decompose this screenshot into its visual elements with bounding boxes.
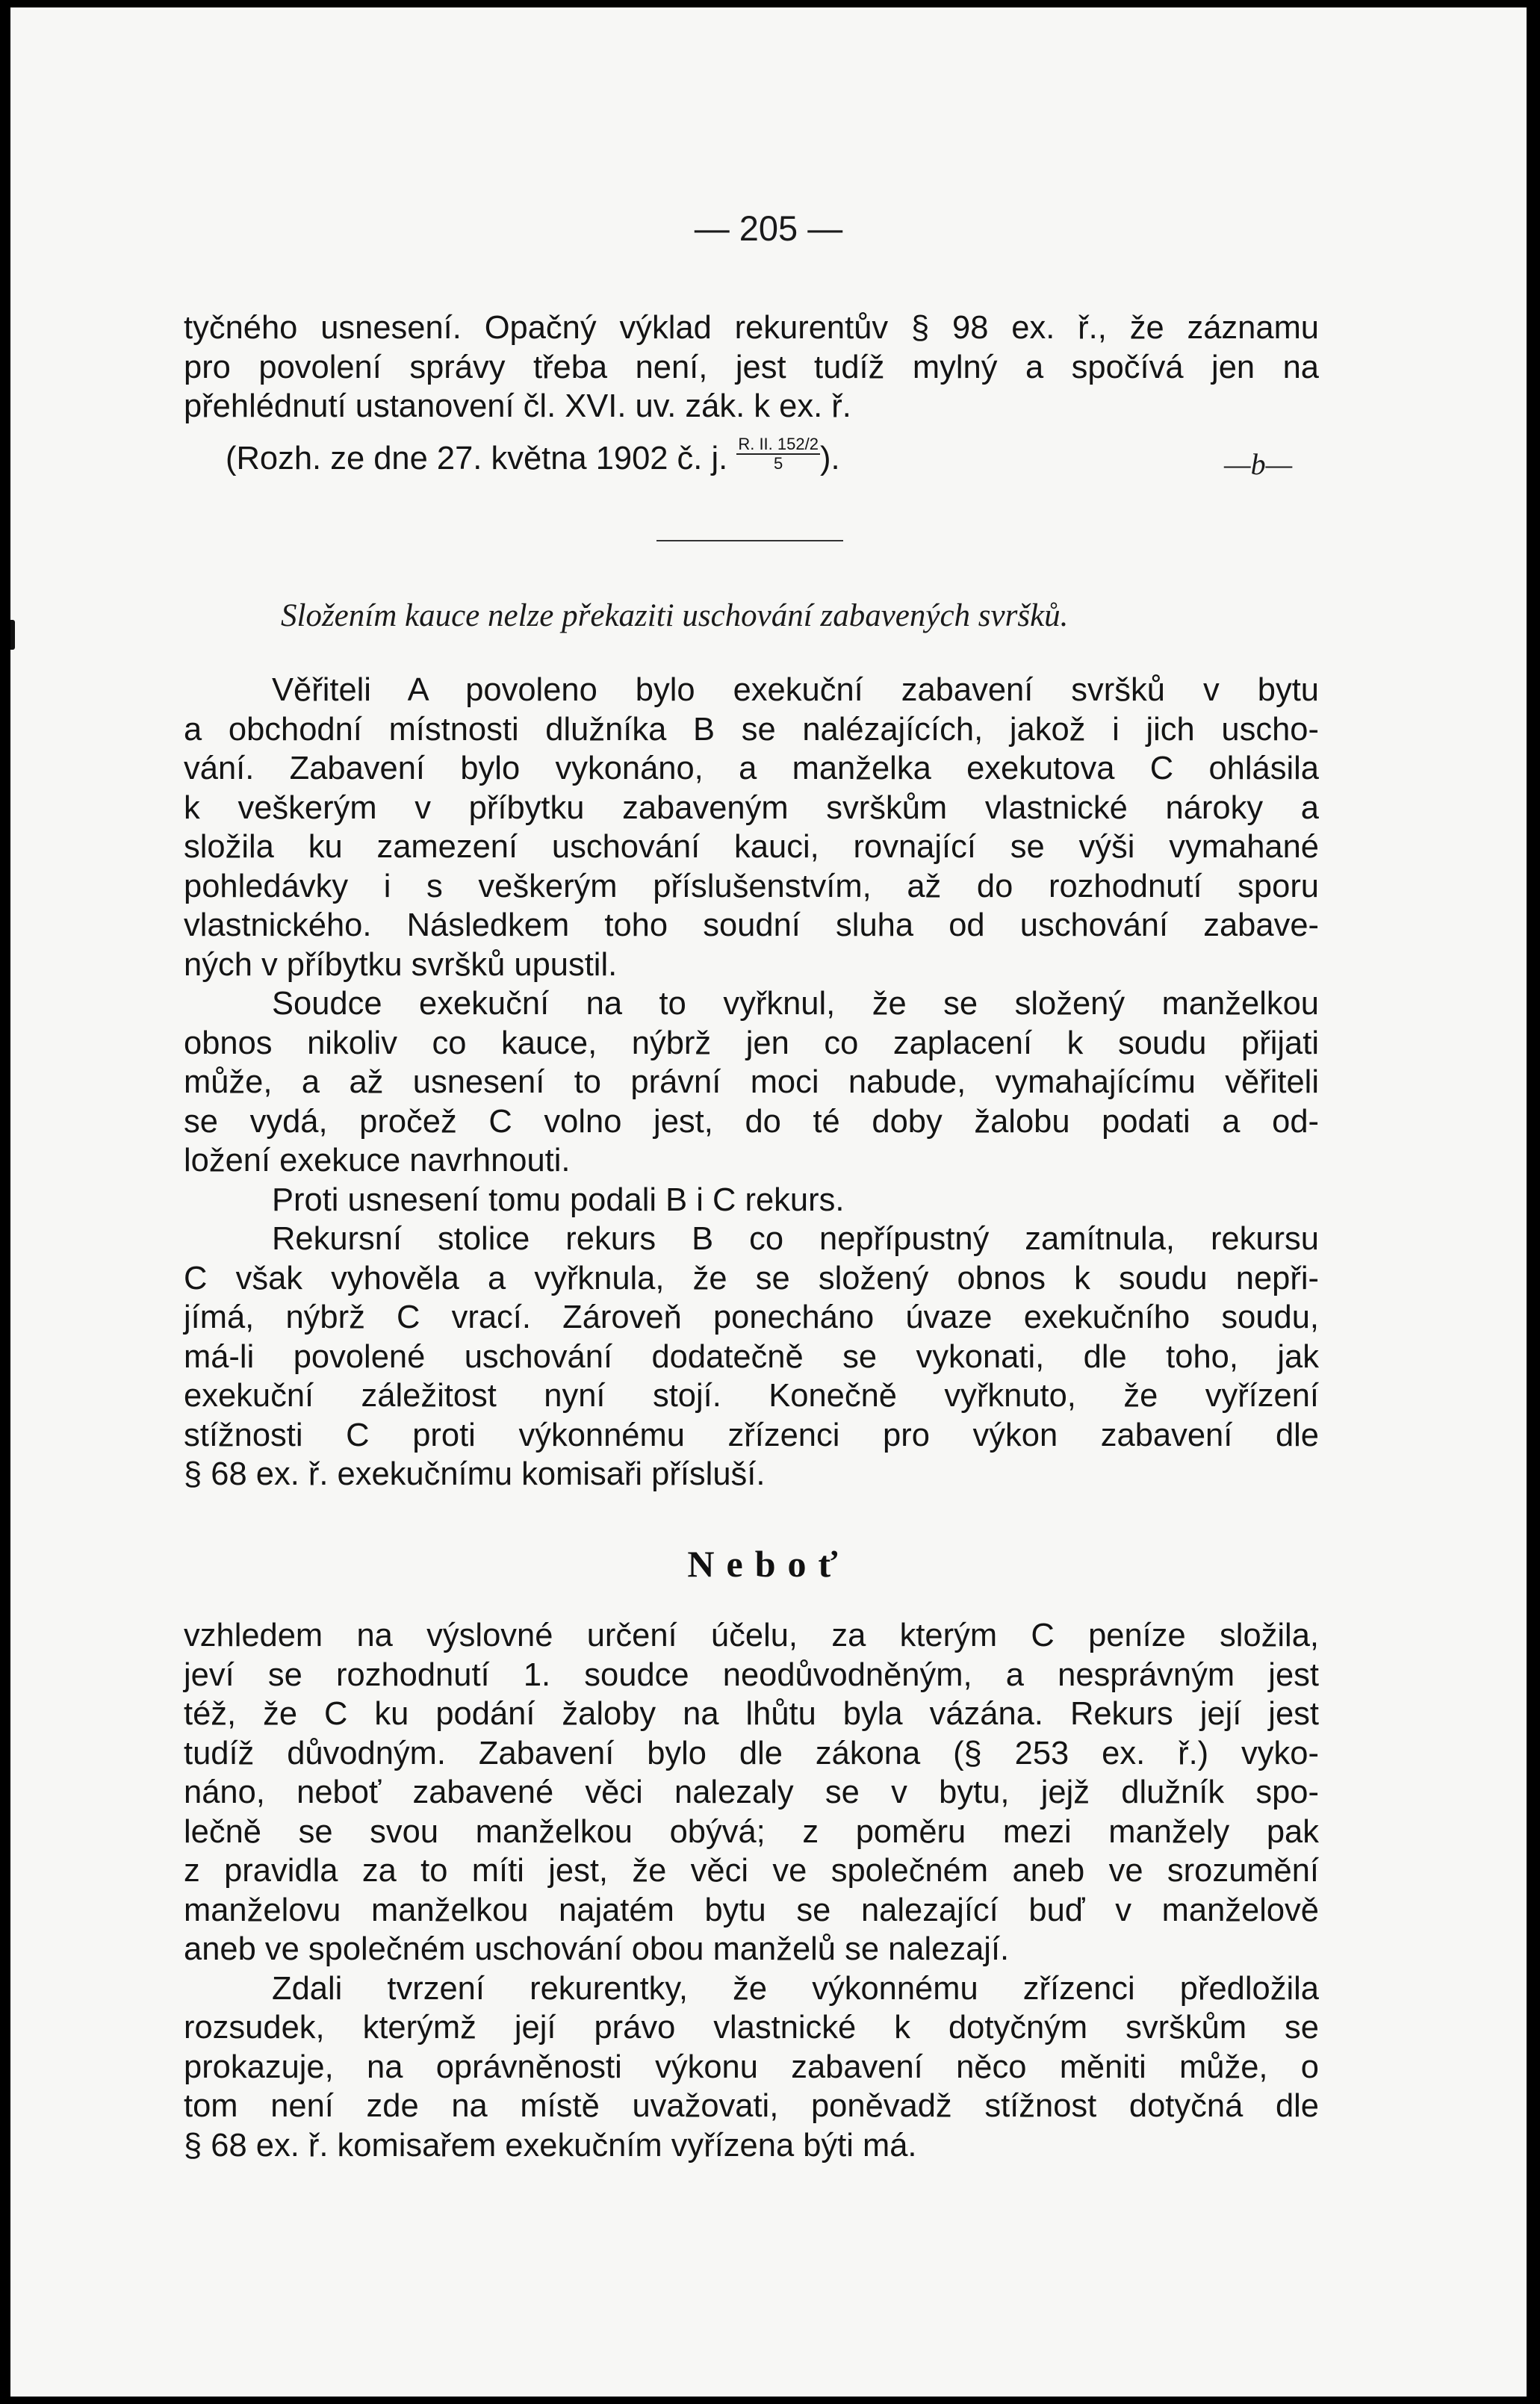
text-line: rozsudek, kterýmž její právo vlastnické k dotyčným svrškům se — [184, 2010, 1319, 2046]
text-line: aneb ve společném uschování obou manželů se nalezají. — [184, 1931, 1010, 1967]
paragraph — [184, 1616, 1319, 1969]
text-line: může, a až usnesení to právní moci nabude, vymahajícímu věřiteli — [184, 1064, 1319, 1100]
text-line: též, že C ku podání žaloby na lhůtu byla vázána. Rekurs její jest — [184, 1696, 1319, 1732]
text-line: složila ku zamezení uschování kauci, rovnající se výši vymahané — [184, 829, 1319, 865]
citation-prefix: (Rozh. ze dne 27. května 1902 č. j. — [226, 441, 728, 476]
text-line: manželovu manželkou najatém bytu se nalezající buď v manželově — [184, 1892, 1319, 1928]
citation — [226, 434, 840, 477]
facts-section — [184, 671, 1319, 1494]
text-line: tyčného usnesení. Opačný výklad rekurentův § 98 ex. ř., že záznamu — [184, 310, 1319, 346]
text-line: ných v příbytku svršků upustil. — [184, 946, 618, 983]
text-line: a obchodní místnosti dlužníka B se nalézajících, jakož i jich uscho- — [184, 711, 1319, 748]
nebot-heading: Neboť — [687, 1543, 850, 1585]
page-number: — 205 — — [694, 208, 843, 248]
text-line: prokazuje, na oprávněnosti výkonu zabavení něco měniti může, o — [184, 2049, 1319, 2085]
text-line: pro povolení správy třeba není, jest tudíž mylný a spočívá jen na — [184, 349, 1319, 385]
text-line: z pravidla za to míti jest, že věci ve společném aneb ve srozumění — [184, 1853, 1319, 1889]
text-line: jeví se rozhodnutí 1. soudce neodůvodněným, a nesprávným jest — [184, 1656, 1319, 1693]
paragraph — [184, 1220, 1319, 1494]
section-divider — [656, 540, 843, 541]
text-line: C však vyhověla a vyřknula, že se složený obnos k soudu nepři- — [184, 1260, 1319, 1296]
citation-numerator: R. II. 152/2 — [738, 434, 819, 453]
text-line: ložení exekuce navrhnouti. — [184, 1143, 571, 1178]
text-line: Rekursní stolice rekurs B co nepřípustný zamítnula, rekursu — [272, 1221, 1319, 1257]
citation-fraction — [736, 435, 820, 473]
text-line: k veškerým v příbytku zabaveným svrškům vlastnické nároky a — [184, 789, 1319, 826]
text-line: náno, neboť zabavené věci nalezaly se v bytu, jejž dlužník spo- — [184, 1774, 1319, 1810]
citation-denominator: 5 — [774, 453, 783, 473]
text-line: lečně se svou manželkou obývá; z poměru mezi manžely pak — [184, 1813, 1319, 1850]
text-line: tom není zde na místě uvažovati, poněvadž stížnost dotyčná dle — [184, 2088, 1319, 2124]
text-line: § 68 ex. ř. komisařem exekučním vyřízena býti má. — [184, 2127, 917, 2164]
text-line: vzhledem na výslovné určení účelu, za kterým C peníze složila, — [184, 1618, 1319, 1653]
text-line: pohledávky i s veškerým příslušenstvím, až do rozhodnutí sporu — [184, 868, 1319, 904]
text-line: § 68 ex. ř. exekučnímu komisaři přísluší. — [184, 1456, 766, 1492]
citation-suffix: ). — [819, 441, 840, 476]
text-line: Zdali tvrzení rekurentky, že výkonnému zřízenci předložila — [272, 1970, 1319, 2007]
text-line: přehlédnutí ustanovení čl. XVI. uv. zák. k ex. ř. — [184, 388, 851, 424]
paragraph — [184, 1969, 1319, 2166]
reasoning-section — [184, 1616, 1319, 2165]
text-line: jímá, nýbrž C vrací. Zároveň ponecháno úvaze exekučního soudu, — [184, 1299, 1319, 1335]
text-line: exekuční záležitost nyní stojí. Konečně vyřknuto, že vyřízení — [184, 1378, 1319, 1414]
text-line: Věřiteli A povoleno bylo exekuční zabavení svršků v bytu — [272, 672, 1319, 708]
scan-edge-mark — [10, 620, 15, 650]
text-line: obnos nikoliv co kauce, nýbrž jen co zaplacení k soudu přijati — [184, 1025, 1319, 1061]
text-line: Proti usnesení tomu podali B i C rekurs. — [272, 1181, 845, 1218]
text-line: Soudce exekuční na to vyřknul, že se složený manželkou — [272, 986, 1319, 1022]
text-line: se vydá, pročež C volno jest, do té doby žalobu podati a od- — [184, 1103, 1319, 1140]
text-line: má-li povolené uschování dodatečně se vykonati, dle toho, jak — [184, 1338, 1319, 1375]
section-heading: Složením kauce nelze překaziti uschování zabavených svršků. — [281, 598, 1069, 633]
text-line: vlastnického. Následkem toho soudní sluha od uschování zabave- — [184, 907, 1319, 943]
paragraph — [184, 671, 1319, 984]
text-line: vání. Zabavení bylo vykonáno, a manželka exekutova C ohlásila — [184, 751, 1319, 786]
paragraph — [184, 1181, 1319, 1220]
text-line: tudíž důvodným. Zabavení bylo dle zákona (§ 253 ex. ř.) vyko- — [184, 1735, 1319, 1771]
paragraph — [184, 984, 1319, 1181]
text-line: stížnosti C proti výkonnému zřízenci pro výkon zabavení dle — [184, 1417, 1319, 1453]
document-page — [10, 7, 1527, 2397]
author-signature: —b— — [1224, 447, 1293, 481]
intro-text — [184, 308, 1319, 426]
